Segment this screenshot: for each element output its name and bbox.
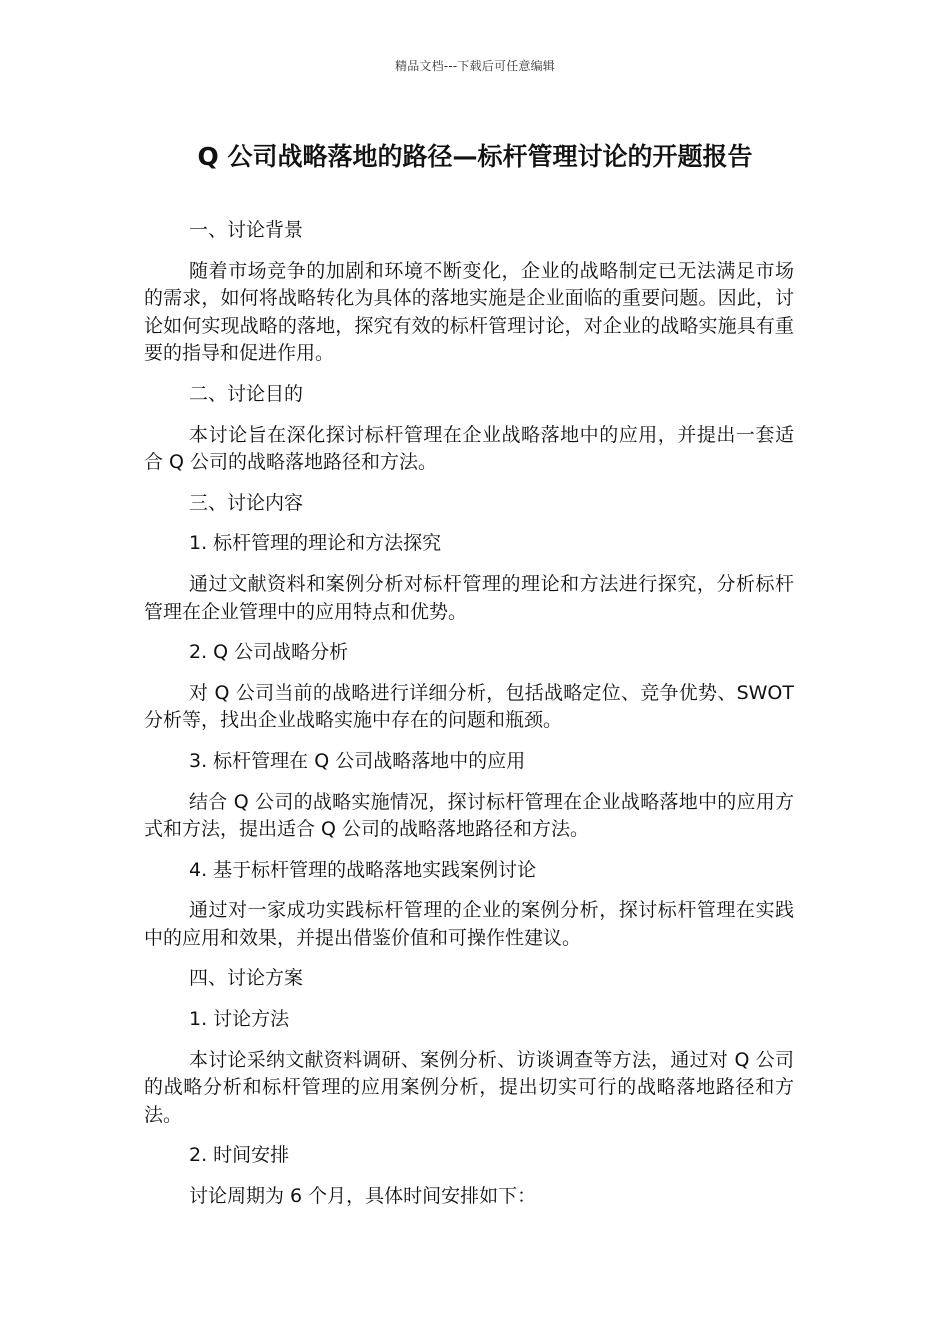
paragraph-strategy-analysis: 对 Q 公司当前的战略进行详细分析，包括战略定位、竞争优势、SWOT 分析等，找出企业战略实施中存在的问题和瓶颈。 xyxy=(144,681,794,732)
subheading-case-study: 4. 基于标杆管理的战略落地实践案例讨论 xyxy=(189,858,537,881)
document-body xyxy=(144,217,794,1224)
subheading-methods: 1. 讨论方法 xyxy=(189,1008,290,1031)
section-heading-content: 三、讨论内容 xyxy=(189,491,304,514)
paragraph-purpose: 本讨论旨在深化探讨标杆管理在企业战略落地中的应用，并提出一套适合 Q 公司的战略落地路径和方法。 xyxy=(144,423,794,474)
paragraph-benchmark-application: 结合 Q 公司的战略实施情况，探讨标杆管理在企业战略落地中的应用方式和方法，提出适合 Q 公司的战略落地路径和方法。 xyxy=(144,790,794,841)
section-heading-plan: 四、讨论方案 xyxy=(189,967,304,990)
subheading-benchmark-theory: 1. 标杆管理的理论和方法探究 xyxy=(189,532,442,555)
document-title: Q 公司战略落地的路径—标杆管理讨论的开题报告 xyxy=(197,142,753,171)
paragraph-case-study: 通过对一家成功实践标杆管理的企业的案例分析，探讨标杆管理在实践中的应用和效果，并提出借鉴价值和可操作性建议。 xyxy=(144,899,794,949)
subheading-schedule: 2. 时间安排 xyxy=(189,1144,290,1167)
section-heading-purpose: 二、讨论目的 xyxy=(189,382,304,405)
section-heading-background: 一、讨论背景 xyxy=(189,219,304,241)
paragraph-schedule: 讨论周期为 6 个月，具体时间安排如下： xyxy=(189,1185,537,1208)
paragraph-benchmark-theory: 通过文献资料和案例分析对标杆管理的理论和方法进行探究，分析标杆管理在企业管理中的应用特点和优势。 xyxy=(144,572,794,623)
subheading-benchmark-application: 3. 标杆管理在 Q 公司战略落地中的应用 xyxy=(189,749,526,772)
paragraph-methods: 本讨论采纳文献资料调研、案例分析、访谈调查等方法，通过对 Q 公司的战略分析和标杆管理的应用案例分析，提出切实可行的战略落地路径和方法。 xyxy=(144,1048,794,1126)
subheading-strategy-analysis: 2. Q 公司战略分析 xyxy=(189,641,349,664)
document-header-note: 精品文档---下载后可任意编辑 xyxy=(395,59,555,73)
paragraph-background: 随着市场竞争的加剧和环境不断变化，企业的战略制定已无法满足市场的需求，如何将战略转化为具体的落地实施是企业面临的重要问题。因此，讨论如何实现战略的落地，探究有效的标杆管理讨论，对企业的战略实施具有重要的指导和促进作用。 xyxy=(144,259,794,365)
